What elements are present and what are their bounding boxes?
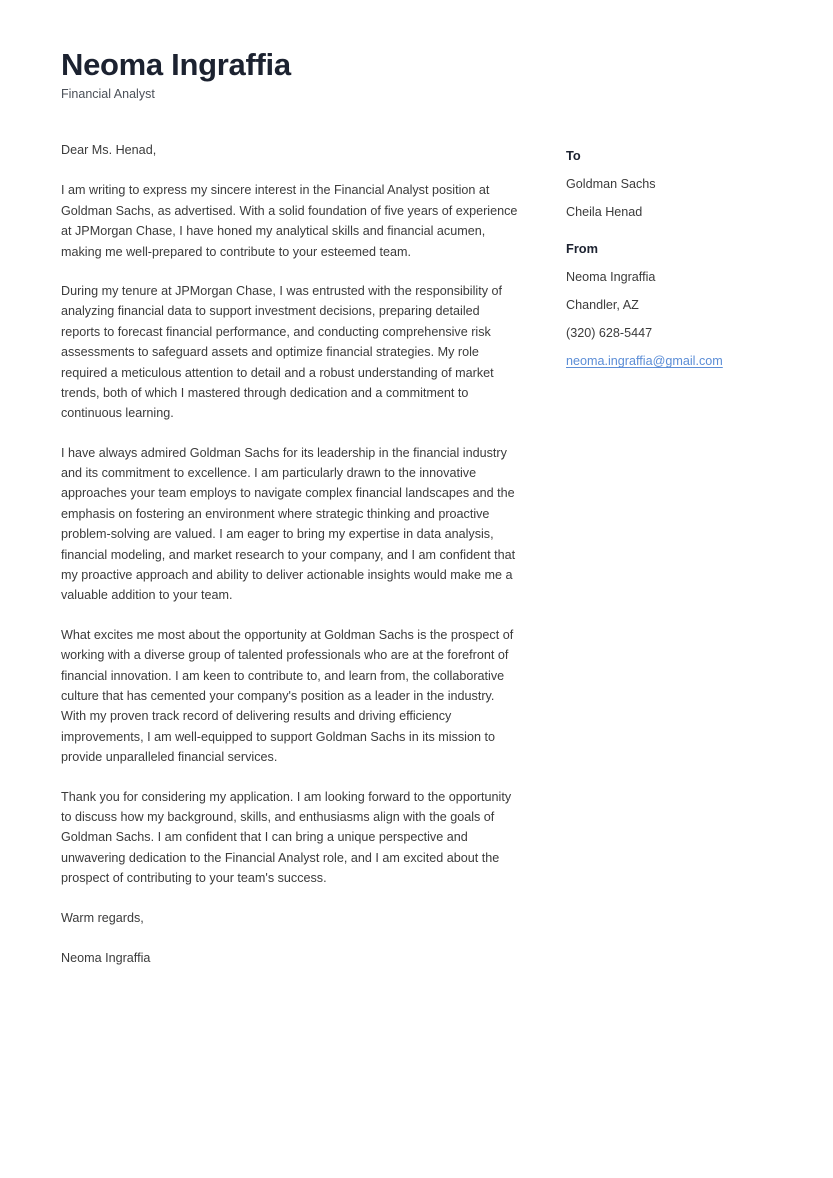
to-heading: To (566, 148, 581, 163)
recipient-name: Cheila Henad (566, 205, 643, 220)
sender-name: Neoma Ingraffia (566, 269, 656, 284)
letter-paragraph-1: I am writing to express my sincere interest in the Financial Analyst position at Goldman Sachs, as advertised. With a solid foundation of five years of experience at JPMorgan Chase, I have honed my analytical skills and financial acumen, making me well-prepared to contribute to your esteemed team. (61, 183, 518, 259)
sender-email-link[interactable]: neoma.ingraffia@gmail.com (566, 354, 723, 369)
applicant-name: Neoma Ingraffia (61, 47, 291, 82)
from-heading: From (566, 240, 598, 256)
applicant-job-title: Financial Analyst (61, 86, 155, 101)
salutation: Dear Ms. Henad, (61, 143, 157, 157)
recipient-block (566, 148, 796, 221)
letter-paragraph-3: I have always admired Goldman Sachs for its leadership in the financial industry and its commitment to excellence. I am particularly drawn to the innovative approaches your team employs to navigate complex financial landscapes and the emphasis on fostering an environment where strategic thinking and proactive problem-solving are valued. I am eager to bring my expertise in data analysis, financial modeling, and market research to your company, and I am confident that my proactive approach and ability to deliver actionable insights would make me a valuable addition to your team. (61, 445, 516, 603)
letter-closing: Warm regards, (61, 910, 144, 925)
letter-paragraph-5: Thank you for considering my application. I am looking forward to the opportunity to discuss how my background, skills, and enthusiasms align with the goals of Goldman Sachs. I am confident that I can bring a unique perspective and unwavering dedication to the Financial Analyst role, and I am excited about the prospect of contributing to your team's success. (61, 789, 512, 886)
letter-signature: Neoma Ingraffia (61, 950, 151, 965)
recipient-company: Goldman Sachs (566, 177, 656, 192)
sender-block (566, 241, 796, 370)
sender-phone: (320) 628-5447 (566, 326, 653, 341)
sender-location: Chandler, AZ (566, 298, 639, 313)
letter-paragraph-2: During my tenure at JPMorgan Chase, I was entrusted with the responsibility of analyzing financial data to support investment decisions, preparing detailed reports to forecast financial performance, and conducting comprehensive risk assessments to safeguard assets and optimize financial strategies. My role required a meticulous attention to detail and a robust understanding of market trends, both of which I mastered through dedication and a commitment to continuous learning. (61, 283, 502, 421)
letter-header (61, 48, 761, 102)
letter-paragraph-4: What excites me most about the opportunity at Goldman Sachs is the prospect of working with a diverse group of talented professionals who are at the forefront of financial innovation. I am keen to contribute to, and learn from, the collaborative culture that has cemented your company's position as a leader in the industry. With my proven track record of delivering results and driving efficiency improvements, I am well-equipped to support Goldman Sachs in its mission to provide unparalleled financial services. (61, 627, 514, 765)
contact-sidebar (566, 148, 796, 389)
sender-email-row (566, 354, 796, 369)
letter-body (61, 140, 520, 968)
